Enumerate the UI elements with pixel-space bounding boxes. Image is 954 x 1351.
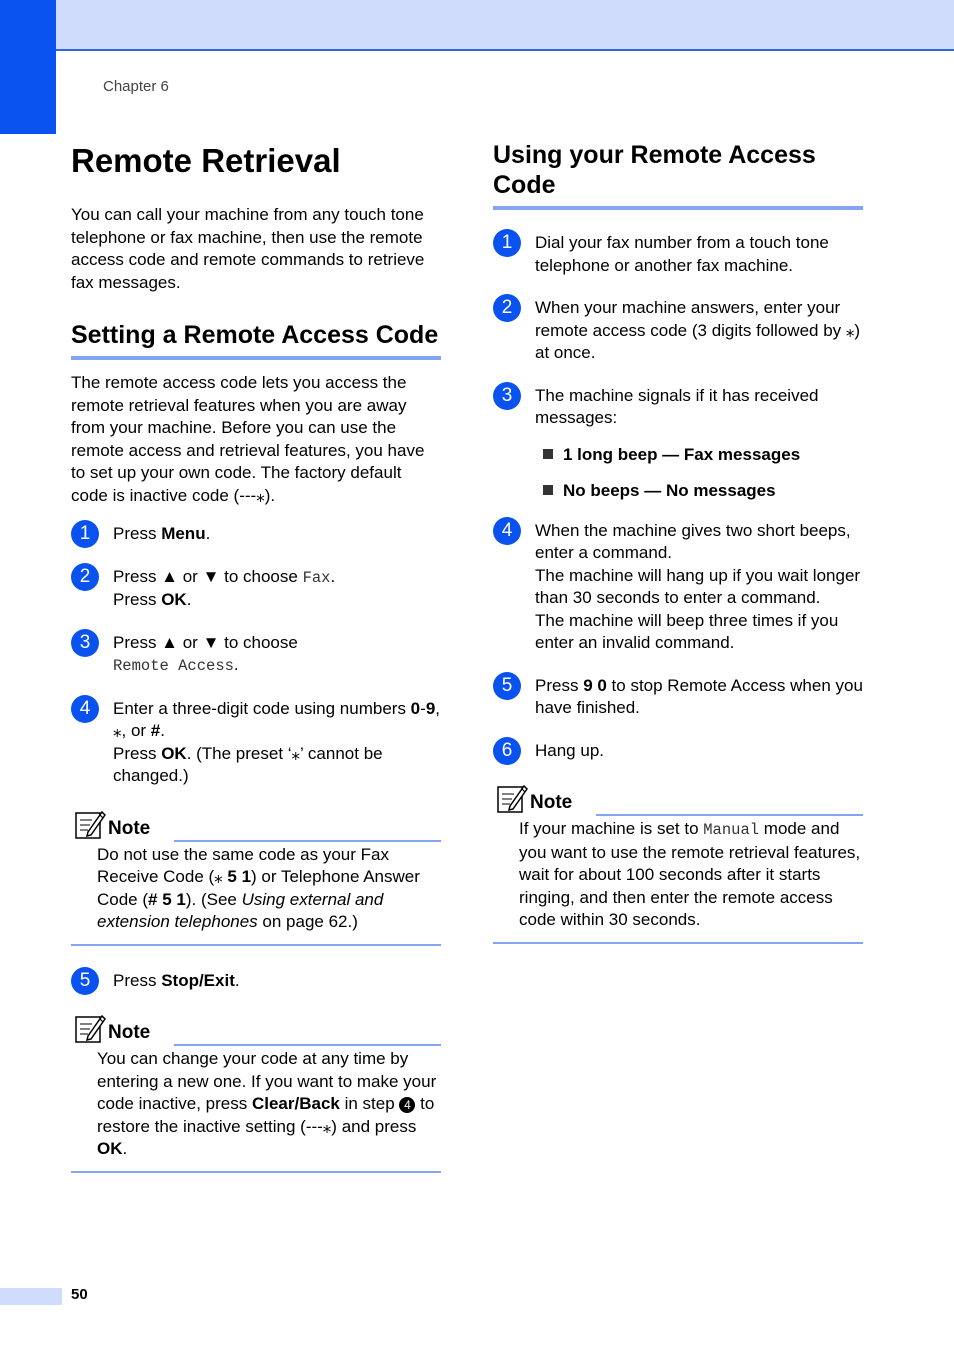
- right-column: [493, 140, 863, 958]
- left-column: [71, 140, 441, 1187]
- step-number: 1: [493, 229, 521, 257]
- note-box-2: [71, 1012, 441, 1173]
- step-3: 3 Press ▲ or ▼ to choose Remote Access.: [71, 632, 441, 678]
- step-number: 5: [493, 672, 521, 700]
- note-divider: [174, 1044, 441, 1046]
- step-number: 5: [71, 967, 99, 995]
- note-text: You can change your code at any time by entering a new one. If you want to make your code inactive, press Clear/Back in step 4 to restore the inactive setting (---⁎) and press OK.: [97, 1049, 437, 1158]
- note-box-1: [71, 808, 441, 946]
- step-number: 3: [71, 629, 99, 657]
- section-intro: The remote access code lets you access the remote retrieval features when you are away from your machine. Before you can use the remote access and retrieval features, you have to set up your own code. The factory default code is inactive code (---⁎).: [71, 373, 425, 505]
- step-number: 2: [493, 294, 521, 322]
- step-5: 5 Press Stop/Exit.: [71, 970, 441, 993]
- step-number: 2: [71, 563, 99, 591]
- bullet-item: 1 long beep — Fax messages: [535, 444, 863, 466]
- note-label: Note: [108, 1022, 151, 1043]
- section-title-setting: Setting a Remote Access Code: [71, 320, 441, 360]
- step-2: 2 Press ▲ or ▼ to choose Fax. Press OK.: [71, 566, 441, 612]
- page-title: Remote Retrieval: [71, 142, 341, 179]
- page-number: 50: [71, 1286, 88, 1303]
- note-label: Note: [530, 792, 573, 813]
- note-pencil-icon: [74, 808, 106, 840]
- intro-paragraph: You can call your machine from any touch tone telephone or fax machine, then use the remote access code and remote commands to retrieve fax messages.: [71, 205, 425, 292]
- step-number: 4: [71, 695, 99, 723]
- step-number: 3: [493, 382, 521, 410]
- note-pencil-icon: [496, 782, 528, 814]
- step-5: 5 Press 9 0 to stop Remote Access when you have finished.: [493, 675, 863, 720]
- step-1: 1 Dial your fax number from a touch tone telephone or another fax machine.: [493, 232, 863, 277]
- note-text: Do not use the same code as your Fax Receive Code (⁎ 5 1) or Telephone Answer Code (# 5 1). (See Using external and extension telephones on page 62.): [97, 844, 420, 931]
- step-6: 6 Hang up.: [493, 740, 863, 763]
- chapter-tab: [0, 0, 56, 134]
- note-divider: [174, 840, 441, 842]
- section-title-using: Using your Remote Access Code: [493, 140, 863, 210]
- step-1: 1 Press Menu.: [71, 523, 441, 546]
- page-number-band: [0, 1288, 62, 1305]
- note-label: Note: [108, 817, 151, 839]
- header-band: [0, 0, 954, 51]
- note-box-3: [493, 782, 863, 944]
- step-4: 4 Enter a three-digit code using numbers 0-9, ⁎, or #. Press OK. (The preset ‘⁎’ cannot be changed.): [71, 698, 441, 788]
- step-3: 3 The machine signals if it has received messages: 1 long beep — Fax messages No beeps — No messages: [493, 385, 863, 502]
- bullet-item: No beeps — No messages: [535, 480, 863, 502]
- note-divider: [596, 814, 863, 816]
- step-4: 4 When the machine gives two short beeps, enter a command. The machine will hang up if you wait longer than 30 seconds to enter a command. The machine will beep three times if you enter an invalid command.: [493, 520, 863, 655]
- step-ref-badge: 4: [399, 1097, 415, 1113]
- step-number: 1: [71, 520, 99, 548]
- note-text: If your machine is set to Manual mode and you want to use the remote retrieval features, wait for about 100 seconds after it starts ringing, and then enter the remote access code within 30 seconds.: [519, 819, 861, 929]
- step-number: 6: [493, 737, 521, 765]
- step-number: 4: [493, 517, 521, 545]
- chapter-label: Chapter 6: [103, 78, 169, 95]
- step-2: 2 When your machine answers, enter your remote access code (3 digits followed by ⁎) at once.: [493, 297, 863, 365]
- note-pencil-icon: [74, 1012, 106, 1044]
